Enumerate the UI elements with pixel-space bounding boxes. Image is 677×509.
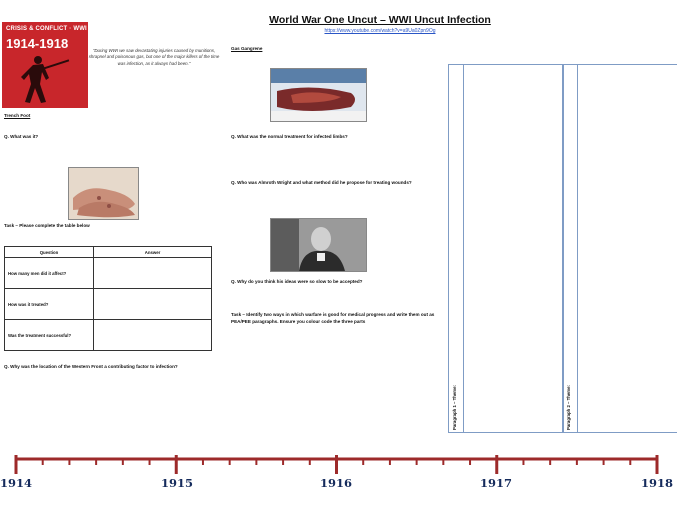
soldier-silhouette-icon xyxy=(2,22,88,108)
table-question-cell: How was it treated? xyxy=(5,289,94,320)
table-header-row xyxy=(5,247,212,258)
almroth-wright-photo xyxy=(270,218,367,272)
page-title: World War One Uncut – WWI Uncut Infection xyxy=(269,14,491,26)
gas-gangrene-question-1: Q. What was the normal treatment for infected limbs? xyxy=(231,134,348,139)
table-task: Task – Please complete the table below xyxy=(4,223,90,228)
portrait-image xyxy=(271,219,366,271)
logo-title: CRISIS & CONFLICT · WWI xyxy=(6,26,87,32)
wound-image xyxy=(271,69,366,121)
paragraph-2-divider xyxy=(577,64,578,433)
paragraph-1-label: Paragraph 1 – Theme: xyxy=(452,385,457,430)
trench-foot-heading: Trench Foot xyxy=(4,113,31,118)
video-link[interactable]: https://www.youtube.com/watch?v=a9Ua0Zpn9Og xyxy=(324,28,436,34)
trench-foot-question-2: Q. Why was the location of the Western Front a contributing factor to infection? xyxy=(4,364,178,369)
gas-gangrene-question-2: Q. Who was Almroth Wright and what method did he propose for treating wounds? xyxy=(231,180,412,185)
year-1917: 1917 xyxy=(480,476,513,490)
feet-image xyxy=(69,168,138,219)
year-1914: 1914 xyxy=(0,476,33,490)
pea-paragraph-task: Task – Identify two ways in which warfare is good for medical progress and write them out as PEA/PEE paragraphs. Ensure you colour code the three parts xyxy=(231,312,435,325)
table-row xyxy=(5,289,212,320)
paragraph-1-box[interactable] xyxy=(448,64,564,433)
paragraph-2-label: Paragraph 2 – Theme: xyxy=(566,385,571,430)
gas-gangrene-photo xyxy=(270,68,367,122)
table-question-cell: Was the treatment successful? xyxy=(5,320,94,351)
table-row xyxy=(5,320,212,351)
paragraph-1-divider xyxy=(463,64,464,433)
gas-gangrene-heading: Gas Gangrene xyxy=(231,46,263,51)
year-1916: 1916 xyxy=(320,476,353,490)
table-row xyxy=(5,258,212,289)
year-1915: 1915 xyxy=(161,476,194,490)
table-answer-cell[interactable] xyxy=(94,320,212,351)
trench-foot-question-1: Q. What was it? xyxy=(4,134,39,139)
intro-quote: "During WWI we saw devastating injuries caused by munitions, shrapnel and poisonous gas, but one of the major killers of the time was infection, as it always had been." xyxy=(88,48,220,66)
crisis-conflict-logo xyxy=(2,22,88,108)
timeline xyxy=(0,450,677,478)
table-header-answer: Answer xyxy=(94,247,212,258)
table-header-question: Question xyxy=(5,247,94,258)
year-1918: 1918 xyxy=(641,476,674,490)
table-question-cell: How many men did it affect? xyxy=(5,258,94,289)
trench-foot-table xyxy=(4,246,212,351)
paragraph-2-box[interactable] xyxy=(562,64,677,433)
table-answer-cell[interactable] xyxy=(94,258,212,289)
trench-foot-photo xyxy=(68,167,139,220)
logo-years: 1914-1918 xyxy=(6,36,69,51)
gas-gangrene-question-3: Q. Why do you think his ideas were so slow to be accepted? xyxy=(231,279,363,284)
table-answer-cell[interactable] xyxy=(94,289,212,320)
